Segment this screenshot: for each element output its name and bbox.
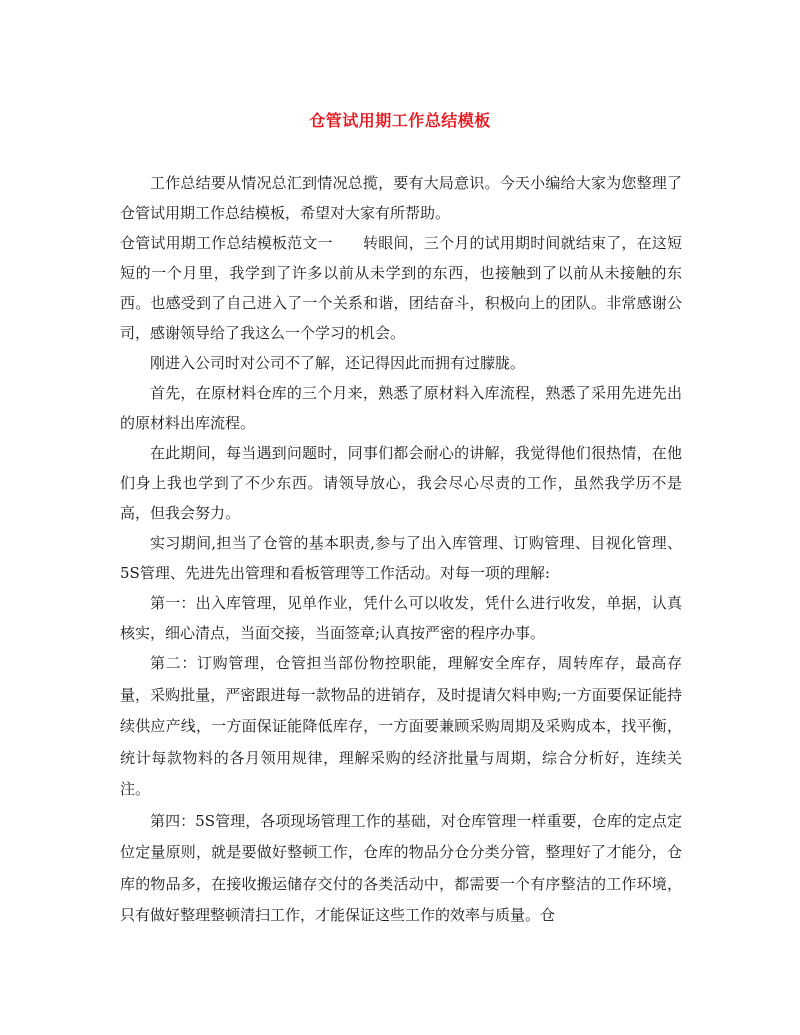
body-paragraph: 刚进入公司时对公司不了解，还记得因此而拥有过朦胧。 — [150, 354, 526, 372]
body-paragraph: 实习期间,担当了仓管的基本职责,参与了出入库管理、订购管理、目视化管理、5S管理、先进先出管理和看板管理等工作活动。对每一项的理解: — [120, 534, 682, 582]
body-paragraph: 第一：出入库管理，见单作业，凭什么可以收发，凭什么进行收发，单据，认真核实，细心清点，当面交接，当面签章;认真按严密的程序办事。 — [120, 594, 682, 642]
sample-intro-paragraph: 仓管试用期工作总结模板范文一 转眼间，三个月的试用期时间就结束了，在这短短的一个月里，我学到了许多以前从未学到的东西，也接触到了以前从未接触的东西。也感受到了自己进入了一个关系和谐，团结奋斗，积极向上的团队。非常感谢公司，感谢领导给了我这么一个学习的机会。 — [120, 234, 682, 342]
body-paragraph: 第四：5S管理，各项现场管理工作的基础，对仓库管理一样重要，仓库的定点定位定量原则，就是要做好整顿工作，仓库的物品分仓分类分管，整理好了才能分，仓库的物品多，在接收搬运储存交付的各类活动中，都需要一个有序整洁的工作环境，只有做好整理整顿清扫工作，才能保证这些工作的效率与质量。仓 — [120, 811, 682, 924]
document-title: 仓管试用期工作总结模板 — [309, 111, 491, 130]
intro-paragraph: 工作总结要从情况总汇到情况总揽，要有大局意识。今天小编给大家为您整理了仓管试用期工作总结模板，希望对大家有所帮助。 — [120, 174, 682, 222]
document-body — [120, 168, 682, 932]
body-paragraph: 首先，在原材料仓库的三个月来，熟悉了原材料入库流程，熟悉了采用先进先出的原材料出库流程。 — [120, 384, 682, 432]
body-paragraph: 在此期间，每当遇到问题时，同事们都会耐心的讲解，我觉得他们很热情，在他们身上我也学到了不少东西。请领导放心，我会尽心尽责的工作，虽然我学历不是高，但我会努力。 — [120, 444, 682, 522]
body-paragraph: 第二：订购管理，仓管担当部份物控职能，理解安全库存，周转库存，最高存量，采购批量，严密跟进每一款物品的进销存，及时提请欠料申购;一方面要保证能持续供应产线，一方面保证能降低库存，一方面要兼顾采购周期及采购成本，找平衡，统计每款物料的各月领用规律，理解采购的经济批量与周期，综合分析好，连续关注。 — [120, 654, 682, 798]
